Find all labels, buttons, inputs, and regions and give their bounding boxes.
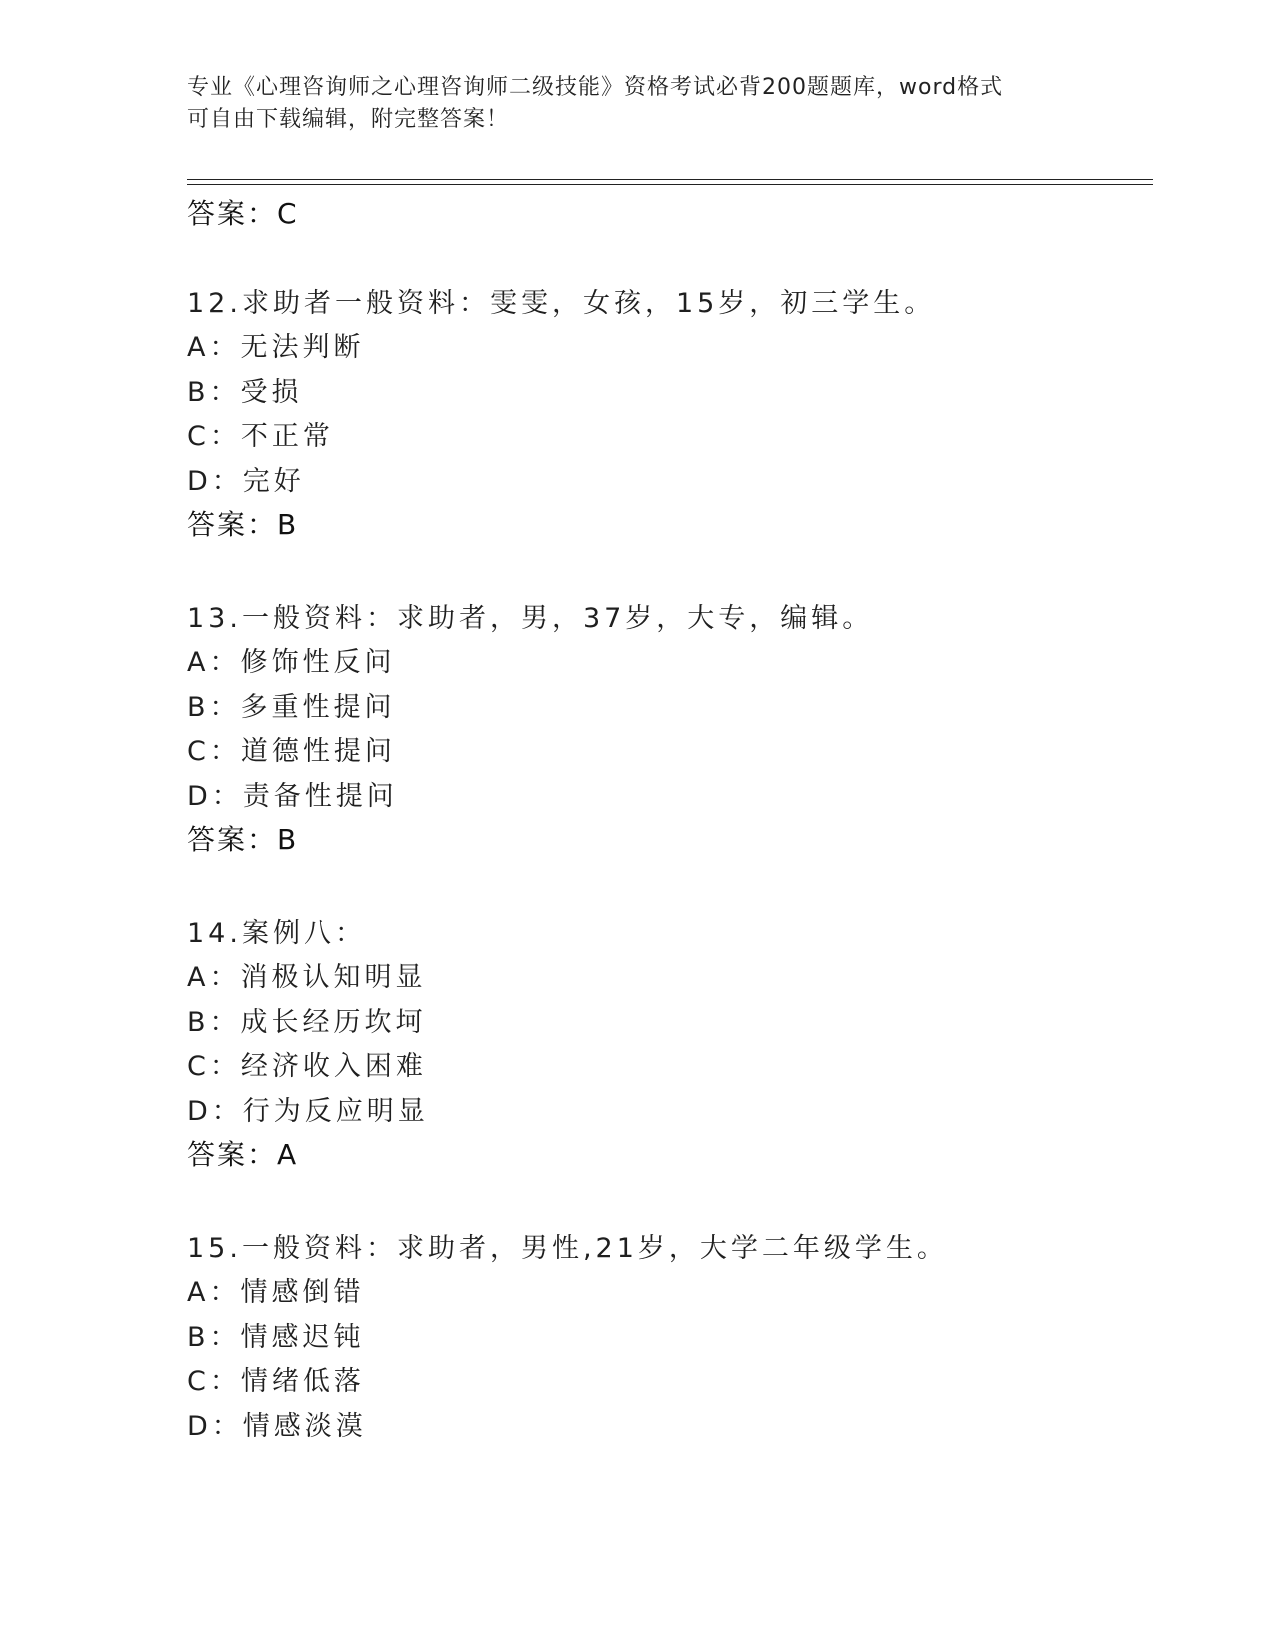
- previous-answer: 答案：C: [187, 197, 299, 230]
- question-12-answer: 答案：B: [187, 508, 299, 541]
- question-15-option-a: A：情感倒错: [187, 1277, 365, 1308]
- question-12-option-c: C：不正常: [187, 421, 334, 452]
- question-13-option-a: A：修饰性反问: [187, 647, 396, 678]
- question-13-option-b: B：多重性提问: [187, 692, 396, 723]
- question-15-stem: 15.一般资料：求助者，男性,21岁，大学二年级学生。: [187, 1233, 948, 1264]
- question-14-option-c: C：经济收入困难: [187, 1051, 427, 1082]
- question-12-option-d: D：完好: [187, 466, 305, 497]
- document-header: [187, 72, 1067, 136]
- question-13-option-c: C：道德性提问: [187, 736, 396, 767]
- question-15-option-d: D：情感淡漠: [187, 1411, 367, 1442]
- question-12-option-a: A：无法判断: [187, 332, 365, 363]
- question-13-stem: 13.一般资料：求助者，男，37岁，大专，编辑。: [187, 603, 874, 634]
- question-13-option-d: D：责备性提问: [187, 781, 398, 812]
- question-14-answer: 答案：A: [187, 1138, 299, 1171]
- header-line-2: 可自由下载编辑，附完整答案！: [187, 107, 510, 132]
- header-divider-top: [187, 179, 1153, 180]
- question-15-option-c: C：情绪低落: [187, 1366, 365, 1397]
- question-14-option-a: A：消极认知明显: [187, 962, 427, 993]
- question-15-option-b: B：情感迟钝: [187, 1322, 365, 1353]
- header-line-1: 专业《心理咨询师之心理咨询师二级技能》资格考试必背200题题库，word格式: [187, 75, 1004, 100]
- question-14-stem: 14.案例八：: [187, 918, 366, 949]
- question-13-answer: 答案：B: [187, 823, 299, 856]
- header-divider-bottom: [187, 184, 1153, 185]
- question-14-option-d: D：行为反应明显: [187, 1096, 429, 1127]
- question-12-option-b: B：受损: [187, 377, 303, 408]
- question-12-stem: 12.求助者一般资料：雯雯，女孩，15岁，初三学生。: [187, 288, 936, 319]
- question-14-option-b: B：成长经历坎坷: [187, 1007, 427, 1038]
